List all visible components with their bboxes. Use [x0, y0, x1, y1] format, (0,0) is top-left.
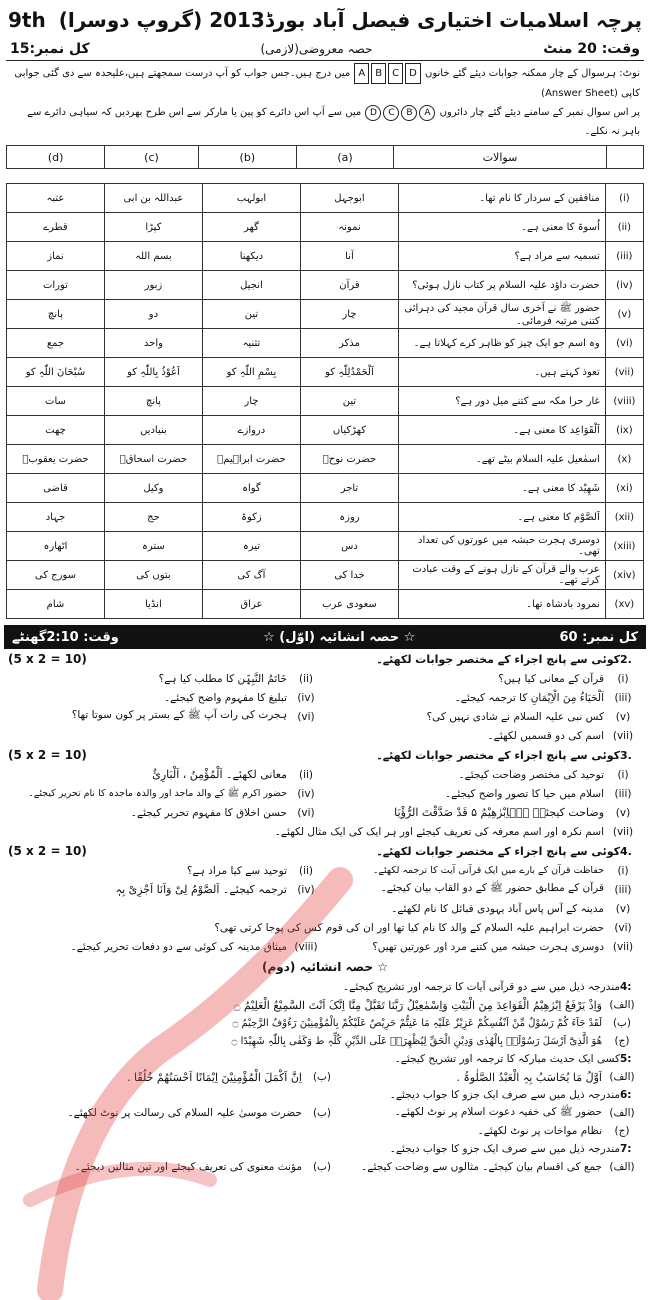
mcq-number: (i): [605, 184, 643, 213]
option-b: تین: [202, 300, 300, 329]
option-a: اَلْحَمْدُلِلّٰہِ کو: [300, 358, 398, 387]
option-a: چار: [300, 300, 398, 329]
choice-circle: B: [401, 105, 417, 121]
marks-label: کل نمبر:15: [10, 41, 90, 57]
choice-box: D: [405, 63, 421, 84]
option-a: قرآن: [300, 271, 398, 300]
option-d: عتبہ: [7, 184, 105, 213]
mcq-number: (xv): [605, 590, 643, 619]
list-item: (vi) حسن اخلاق کا مفہوم تحریر کیجئے۔: [130, 806, 315, 819]
option-c: بنیادیں: [104, 416, 202, 445]
option-d: نماز: [7, 242, 105, 271]
list-item: (iii) اَلْحَیَاءُ مِنَ الْاِیْمَانِ کا ترجمہ کیجئے۔: [454, 691, 632, 704]
option-c: عبداللہ بن ابی: [104, 184, 202, 213]
list-item: (i) توحید کی مختصر وضاحت کیجئے۔: [458, 768, 629, 781]
option-b: تثنیہ: [202, 329, 300, 358]
list-item: (vi) ہجرت کی رات آپ ﷺ کے بستر پر کون سوتا تھا؟: [71, 709, 315, 723]
table-row: [7, 329, 644, 358]
question-heading: کسی ایک حدیث مبارکہ کا ترجمہ اور تشریح کیجئے۔: [394, 1053, 620, 1065]
paper-header: [0, 0, 650, 38]
option-b: دروازے: [202, 416, 300, 445]
header-a: (a): [296, 146, 393, 169]
question-marks: (5 x 2 = 10): [8, 844, 87, 858]
option-c: واحد: [104, 329, 202, 358]
option-b: گواہ: [202, 474, 300, 503]
choice-circle: A: [419, 105, 435, 121]
question-number: 7:: [620, 1143, 632, 1155]
option-c: انڈیا: [104, 590, 202, 619]
list-item: (ii) معانی لکھئے۔ اَلْمُؤْمِنُ ، اَلْبَارِیُٔ: [152, 768, 314, 781]
option-d: جمع: [7, 329, 105, 358]
option-c: بتوں کی: [104, 561, 202, 590]
header-b: (b): [198, 146, 296, 169]
instruction-line-1: نوٹ: ہرسوال کے چار ممکنہ جوابات دیئے گئے خانوں DCBA میں درج ہیں۔جس جواب کو آپ درست سمجھتے ہیں،علیحدہ سے دی گئی جوابی کاپی (Answer Sheet): [10, 63, 640, 103]
meta-row: [0, 38, 650, 60]
table-row: [7, 213, 644, 242]
mcq-number: (xiv): [605, 561, 643, 590]
header-d: (d): [7, 146, 105, 169]
option-b: چار: [202, 387, 300, 416]
mcq-question: وہ اسم جو ایک چیز کو ظاہر کرے کہلاتا ہے۔: [398, 329, 605, 358]
option-c: بسم اللہ: [104, 242, 202, 271]
option-d: پانچ: [7, 300, 105, 329]
option-a: دس: [300, 532, 398, 561]
question-marks: (5 x 2 = 10): [8, 652, 87, 666]
option-d: سُبْحَانَ اللّٰہِ کو: [7, 358, 105, 387]
question-heading: کوئی سے پانچ اجزاء کے مختصر جوابات لکھئے۔: [376, 844, 620, 858]
mcq-question: حضرت داؤد علیہ السلام پر کتاب نازل ہوئی؟: [398, 271, 605, 300]
choice-circle: C: [383, 105, 399, 121]
option-c: کپڑا: [104, 213, 202, 242]
header-c: (c): [105, 146, 198, 169]
option-c: سترہ: [104, 532, 202, 561]
list-item: جمع کی اقسام بیان کیجئے۔ مثالوں سے وضاحت کیجئے۔: [361, 1161, 602, 1173]
time-label: وقت: 20 منٹ: [543, 41, 640, 57]
option-d: قاضی: [7, 474, 105, 503]
option-b: حضرت ابراہیمؑ: [202, 445, 300, 474]
question-heading: کوئی سے پانچ اجزاء کے مختصر جوابات لکھئے۔: [376, 748, 620, 762]
option-c: اَعُوْذُ بِاللّٰہِ کو: [104, 358, 202, 387]
mcq-question: اَلْقَوَاعِد کا معنی ہے۔: [398, 416, 605, 445]
mcq-question: حضور ﷺ نے آخری سال قرآن مجید کی دہرائی کتنی مرتبہ فرمائی۔: [398, 300, 605, 329]
option-a: خدا کی: [300, 561, 398, 590]
option-a: روزہ: [300, 503, 398, 532]
mcq-number: (v): [605, 300, 643, 329]
table-row: [7, 358, 644, 387]
mcq-number: (iii): [605, 242, 643, 271]
table-row: [7, 242, 644, 271]
option-b: آگ کی: [202, 561, 300, 590]
option-a: ابوجہل: [300, 184, 398, 213]
mcq-question: تعوذ کہتے ہیں۔: [398, 358, 605, 387]
subjective-section: ☆ حصہ انشائیہ (اوّل) ☆: [263, 629, 416, 645]
option-d: سورج کی: [7, 561, 105, 590]
list-item: (v) کس نبی علیہ السلام نے شادی نہیں کی؟: [426, 710, 631, 723]
list-item: (v) مدینہ کے آس پاس آباد یہودی قبائل کا نام لکھئے۔: [391, 902, 631, 915]
option-c: حج: [104, 503, 202, 532]
section-label: حصہ معروضی(لازمی): [260, 42, 373, 56]
mcq-number: (x): [605, 445, 643, 474]
question-heading: مندرجہ ذیل میں سے صرف ایک جزو کا جواب دیجئے۔: [389, 1089, 620, 1101]
option-a: سعودی عرب: [300, 590, 398, 619]
list-item: (iv) حضور اکرم ﷺ کے والد ماجد اور والدہ ماجدہ کا نام تحریر کیجئے۔: [28, 787, 315, 800]
mcq-question: عرب والے قرآن کے نازل ہونے کے وقت عبادت کرتے تھے۔: [398, 561, 605, 590]
question-4: [0, 841, 650, 956]
option-a: تین: [300, 387, 398, 416]
question-number: 6:: [620, 1089, 632, 1101]
table-row: [7, 184, 644, 213]
option-a: تاجر: [300, 474, 398, 503]
table-row: [7, 271, 644, 300]
list-item: (iii) اسلام میں حیا کا تصور واضح کیجئے۔: [445, 787, 632, 800]
list-item: (ج) ھُوَ الَّذِیْٓ اَرْسَلَ رَسُوْلَہٗ بِالْھُدٰی وَدِیْنِ الْحَقِّ لِیُظْھِرَہٗ عَلَی الدِّیْنِ کُلِّہٖ ط وَکَفٰی بِاللّٰہِ شَھِیْدًا ۝: [231, 1035, 630, 1047]
list-item: اِنَّ اَکْمَلَ الْمُؤْمِنِیْنَ اِیْمَانًا اَحْسَنُھُمْ خُلُقًا .: [127, 1070, 302, 1084]
list-item: (vii) دوسری ہجرت حبشہ میں کتنے مرد اور عورتیں تھیں؟: [372, 940, 634, 953]
mcq-question: اُسوۃ کا معنی ہے۔: [398, 213, 605, 242]
option-b: تیرہ: [202, 532, 300, 561]
table-row: [7, 503, 644, 532]
question-number: 5:: [620, 1053, 632, 1065]
part-two: 4: مندرجہ ذیل میں سے دو قرآنی آیات کا ترجمہ اور تشریح کیجئے۔ (الف) وَاِذْ یَرْفَعُ اِبْرٰھِیْمُ الْقَوَاعِدَ مِنَ الْبَیْتِ وَاِسْمٰعِیْلُ رَبَّنَا تَقَبَّلْ مِنَّا اِنَّکَ اَنْتَ السَّمِیْعُ الْعَلِیْمُ ۝ (ب) لَقَدْ جَآءَ کُمْ رَسُوْلٌ مِّنْ اَنْفُسِکُمْ عَزِیْزٌ عَلَیْہِ مَا عَنِتُّمْ حَرِیْصٌ عَلَیْکُمْ بِالْمُؤْمِنِیْنَ رَءُوْفٌ الرَّحِیْمُ ۝ (ج) ھُوَ الَّذِیْٓ اَرْسَلَ رَسُوْلَہٗ بِالْھُدٰی وَدِیْنِ الْحَقِّ لِیُظْھِرَہٗ عَلَی الدِّیْنِ کُلِّہٖ ط وَکَفٰی بِاللّٰہِ شَھِیْدًا ۝ 5: کسی ایک حدیث مبارکہ کا ترجمہ اور تشریح کیجئے۔ (الف) اَوَّلُ مَا یُحَاسَبُ بِہِ الْعَبْدُ الصَّلٰوۃُ . (ب) اِنَّ اَکْمَلَ الْمُؤْمِنِیْنَ اِیْمَانًا اَحْسَنُھُمْ خُلُقًا . 6: مندرجہ ذیل میں سے صرف ایک جزو کا جواب دیجئے۔ (الف) حضور ﷺ کی خفیہ دعوت اسلام پر نوٹ لکھئے۔ (ب) حضرت موسیٰ علیہ السلام کی رسالت پر نوٹ لکھئے۔ (ج) نظام مواخات پر نوٹ لکھئے۔ 7: مندرجہ ذیل میں سے صرف ایک جزو کا جواب دیجئے۔ (الف) جمع کی اقسام بیان کیجئے۔ مثالوں سے وضاحت کیجئے۔ (ب) مؤنث معنوی کی تعریف کیجئے اور تین مثالیں دیجئے۔: [0, 978, 650, 1176]
instructions: [0, 61, 650, 143]
option-a: مذکر: [300, 329, 398, 358]
table-row: [7, 532, 644, 561]
header-question: سوالات: [394, 146, 607, 169]
option-d: تورات: [7, 271, 105, 300]
option-c: زبور: [104, 271, 202, 300]
choice-box: A: [354, 63, 369, 84]
option-d: شام: [7, 590, 105, 619]
option-a: آنا: [300, 242, 398, 271]
list-item: (iv) تبلیغ کا مفہوم واضح کیجئے۔: [164, 691, 315, 704]
list-item: حضور ﷺ کی خفیہ دعوت اسلام پر نوٹ لکھئے۔: [394, 1105, 602, 1118]
choice-circle: D: [365, 105, 381, 121]
table-row: [7, 590, 644, 619]
list-item: (i) قرآن کے معانی کیا ہیں؟: [498, 672, 629, 685]
question-heading: کوئی سے پانچ اجزاء کے مختصر جوابات لکھئے۔: [376, 652, 620, 666]
option-d: اٹھارہ: [7, 532, 105, 561]
list-item: حضرت موسیٰ علیہ السلام کی رسالت پر نوٹ لکھئے۔: [67, 1107, 302, 1119]
subjective-marks: کل نمبر: 60: [559, 629, 638, 645]
table-row: [7, 300, 644, 329]
mcq-question: دوسری ہجرت حبشہ میں عورتوں کی تعداد تھی۔: [398, 532, 605, 561]
table-row: [7, 387, 644, 416]
question-2: [0, 649, 650, 745]
mcq-question: تسمیہ سے مراد ہے؟: [398, 242, 605, 271]
list-item: (iii) قرآن کے مطابق حضور ﷺ کے دو القاب بیان کیجئے۔: [380, 882, 632, 896]
list-item: (iv) ترجمہ کیجئے۔ اَلصَّوْمُ لِیْ وَاَنَا اَجْزِیْ بِہٖ: [115, 883, 315, 896]
list-item: (الف) وَاِذْ یَرْفَعُ اِبْرٰھِیْمُ الْقَوَاعِدَ مِنَ الْبَیْتِ وَاِسْمٰعِیْلُ رَبَّنَا تَقَبَّلْ مِنَّا اِنَّکَ اَنْتَ السَّمِیْعُ الْعَلِیْمُ ۝: [233, 998, 635, 1012]
paper-title: پرچہ اسلامیات اختیاری فیصل آباد بورڈ2013 (گروپ دوسرا): [58, 8, 642, 32]
option-b: انجیل: [202, 271, 300, 300]
option-b: گھر: [202, 213, 300, 242]
mcq-number: (ix): [605, 416, 643, 445]
list-item: (ii) توحید سے کیا مراد ہے؟: [186, 864, 314, 877]
table-row: [7, 474, 644, 503]
instruction-line-2: پر اس سوال نمبر کے سامنے دیئے گئے چار دائروں ABCD میں سے آپ اس دائرے کو پین یا مارکر سے اس طرح بھردیں کہ سیاہی دائرے سے باہر نہ نکلے۔: [27, 107, 640, 137]
q3-items: [8, 765, 642, 822]
option-d: چھت: [7, 416, 105, 445]
option-a: نمونہ: [300, 213, 398, 242]
mcq-number: (ii): [605, 213, 643, 242]
option-b: دیکھنا: [202, 242, 300, 271]
table-row: [7, 561, 644, 590]
option-d: جہاد: [7, 503, 105, 532]
option-a: حضرت نوحؑ: [300, 445, 398, 474]
list-item: (viii) میثاق مدینہ کی کوئی سے دو دفعات تحریر کیجئے۔: [70, 940, 318, 953]
options-header-table: [6, 145, 644, 169]
list-item: (ii) خَاتَمُ النَّبِیّٖن کا مطلب کیا ہے؟: [158, 672, 314, 685]
mcq-question: شَھِیْد کا معنی ہے۔: [398, 474, 605, 503]
mcq-question: غار حرا مکہ سے کتنے میل دور ہے؟: [398, 387, 605, 416]
list-item: اَوَّلُ مَا یُحَاسَبُ بِہِ الْعَبْدُ الصَّلٰوۃُ .: [456, 1070, 602, 1084]
choice-box: C: [388, 63, 403, 84]
mcq-table: [6, 183, 644, 619]
option-a: کھڑکیاں: [300, 416, 398, 445]
q2-items: [8, 669, 642, 726]
list-item: (ج) نظام مواخات پر نوٹ لکھئے۔: [477, 1125, 630, 1137]
question-heading: مندرجہ ذیل میں سے صرف ایک جزو کا جواب دیجئے۔: [389, 1143, 620, 1155]
option-b: زکوۃ: [202, 503, 300, 532]
option-c: وکیل: [104, 474, 202, 503]
question-number: 4:: [620, 981, 632, 993]
mcq-question: منافقین کے سردار کا نام تھا۔: [398, 184, 605, 213]
list-item: (ب) لَقَدْ جَآءَ کُمْ رَسُوْلٌ مِّنْ اَنْفُسِکُمْ عَزِیْزٌ عَلَیْہِ مَا عَنِتُّمْ حَرِیْصٌ عَلَیْکُمْ بِالْمُؤْمِنِیْنَ رَءُوْفٌ الرَّحِیْمُ ۝: [232, 1017, 632, 1029]
q4-items: [8, 861, 642, 899]
option-c: پانچ: [104, 387, 202, 416]
list-item: مؤنث معنوی کی تعریف کیجئے اور تین مثالیں دیجئے۔: [74, 1161, 302, 1173]
mcq-question: اَلصَّوْم کا معنی ہے۔: [398, 503, 605, 532]
mcq-question: اسمٰعیل علیہ السلام بیٹے تھے۔: [398, 445, 605, 474]
question-heading: مندرجہ ذیل میں سے دو قرآنی آیات کا ترجمہ اور تشریح کیجئے۔: [343, 981, 620, 993]
list-item: (v) وضاحت کیجئے۔ یٰۤاِبْرٰھِیْمُ ۵ قَدْ صَدَّقْتَ الرُّؤْیَا: [394, 806, 631, 819]
choice-box: B: [371, 63, 386, 84]
class-label: 9th: [8, 8, 46, 32]
option-b: ابولہب: [202, 184, 300, 213]
option-d: سات: [7, 387, 105, 416]
list-item: (vi) حضرت ابراہیم علیہ السلام کے والد کا نام کیا تھا اور ان کی قوم کس کی پوجا کرتی تھی؟: [214, 921, 632, 934]
question-number: 3.: [620, 748, 632, 762]
mcq-number: (xii): [605, 503, 643, 532]
mcq-number: (vii): [605, 358, 643, 387]
option-c: دو: [104, 300, 202, 329]
part-two-heading: ☆ حصہ انشائیہ (دوم): [262, 960, 388, 974]
option-d: قطرے: [7, 213, 105, 242]
question-number: 2.: [620, 652, 632, 666]
question-number: 4.: [620, 844, 632, 858]
list-item: (vii) اسم نکرہ اور اسم معرفہ کی تعریف کیجئے اور ہر ایک کی ایک مثال لکھئے۔: [274, 825, 634, 838]
question-marks: (5 x 2 = 10): [8, 748, 87, 762]
table-row: [7, 445, 644, 474]
list-item: (vii) اسم کی دو قسمیں لکھئے۔: [487, 729, 634, 742]
mcq-number: (xiii): [605, 532, 643, 561]
table-row: [7, 416, 644, 445]
mcq-number: (xi): [605, 474, 643, 503]
option-c: حضرت اسحاقؑ: [104, 445, 202, 474]
option-d: حضرت یعقوبؑ: [7, 445, 105, 474]
subjective-band: [4, 625, 646, 649]
list-item: (i) حفاظت قرآن کے بارے میں ایک قرآنی آیت کا ترجمہ لکھئے۔: [372, 864, 629, 877]
option-b: بِسْمِ اللّٰہِ کو: [202, 358, 300, 387]
subjective-time: وقت: 2:10گھنٹے: [12, 629, 119, 645]
option-b: عراق: [202, 590, 300, 619]
mcq-question: نمرود بادشاہ تھا۔: [398, 590, 605, 619]
mcq-number: (iv): [605, 271, 643, 300]
mcq-number: (vi): [605, 329, 643, 358]
question-3: [0, 745, 650, 841]
mcq-number: (viii): [605, 387, 643, 416]
